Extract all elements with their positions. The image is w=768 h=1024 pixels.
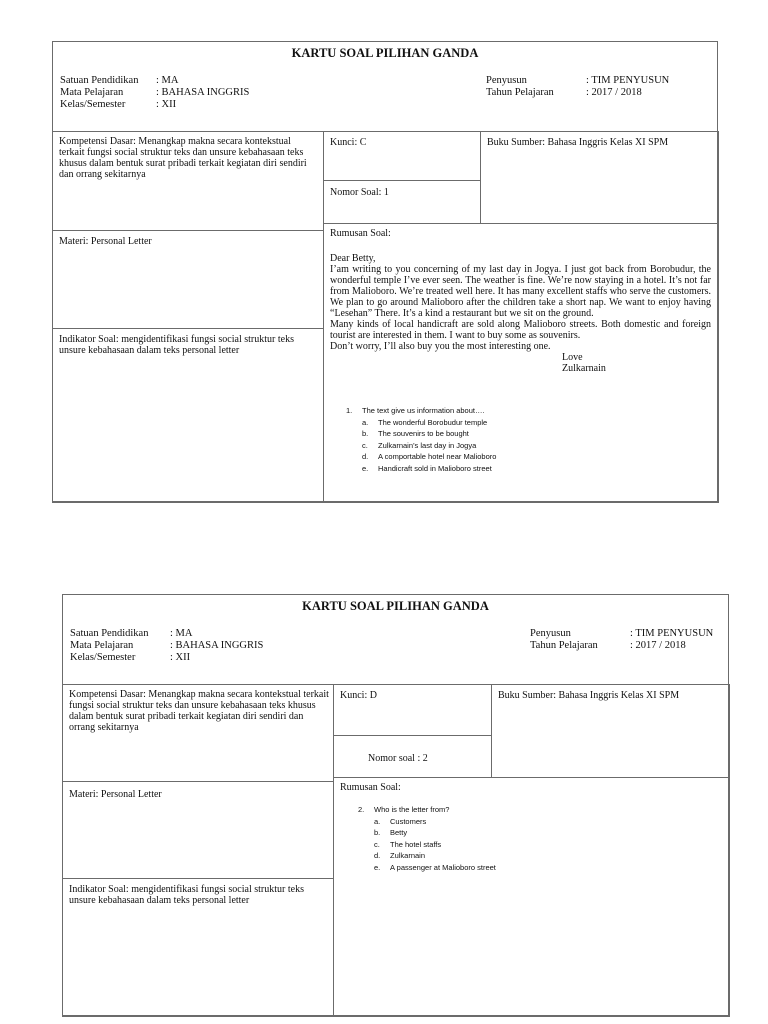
question-number: 1. [346, 406, 353, 415]
buku-text: Buku Sumber: Bahasa Inggris Kelas XI SPM [498, 690, 680, 701]
option-e [362, 463, 496, 475]
option-text: The hotel staffs [390, 839, 442, 849]
materi-cell [62, 781, 334, 879]
meta-row-satuan [70, 628, 263, 640]
option-letter: c. [374, 839, 380, 849]
option-d [362, 451, 496, 463]
nomor-text: Nomor Soal: 1 [330, 187, 389, 198]
option-letter: e. [362, 463, 369, 473]
option-text: Customers [390, 816, 427, 826]
option-text: A comportable hotel near Malioboro [378, 452, 497, 461]
option-b [362, 428, 496, 440]
meta-label: Tahun Pelajaran [486, 87, 554, 98]
meta-label: Mata Pelajaran [60, 87, 124, 98]
option-c [362, 440, 496, 452]
meta-label: Tahun Pelajaran [530, 640, 598, 651]
meta-row-satuan [60, 75, 249, 87]
option-a [362, 417, 496, 429]
question-number: 2. [358, 805, 365, 814]
meta-row-tahun [486, 87, 669, 99]
nomor-text: Nomor soal : 2 [368, 753, 428, 764]
question-text: The text give us information about…. [362, 406, 485, 415]
meta-row-mapel [60, 87, 249, 99]
meta-row-mapel [70, 640, 263, 652]
option-letter: d. [374, 851, 381, 860]
meta-label: Penyusun [486, 75, 527, 86]
indikator-cell [62, 878, 334, 1017]
nomor-cell [333, 735, 492, 778]
kompetensi-cell [62, 684, 334, 782]
answer-options [358, 816, 496, 874]
meta-value: : TIM PENYUSUN [586, 75, 670, 86]
option-letter: a. [362, 417, 369, 427]
question-block [358, 804, 496, 873]
meta-label: Mata Pelajaran [70, 640, 134, 651]
meta-value: : MA [156, 75, 179, 86]
option-text: Zulkarnain’s last day in Jogya [378, 440, 477, 450]
kunci-cell [323, 131, 481, 181]
answer-options [346, 417, 496, 475]
materi-text: Materi: Personal Letter [69, 789, 162, 800]
option-text: Zulkarnain [390, 851, 426, 860]
option-letter: d. [362, 452, 369, 461]
meta-value: : BAHASA INGGRIS [170, 640, 264, 651]
option-text: The souvenirs to be bought [378, 429, 469, 438]
meta-row-kelas [70, 652, 263, 664]
meta-label: Kelas/Semester [70, 652, 136, 663]
question-stem [358, 804, 496, 816]
letter-signature: Zulkarnain [562, 363, 606, 374]
option-text: Betty [390, 828, 408, 837]
letter-greeting: Dear Betty, [330, 253, 376, 264]
option-letter: b. [374, 828, 381, 837]
question-card-1 [52, 41, 718, 502]
option-text: Handicraft sold in Malioboro street [378, 463, 492, 473]
rumusan-label: Rumusan Soal: [340, 782, 401, 793]
meta-right [530, 628, 713, 652]
option-text: A passenger at Malioboro street [390, 862, 496, 872]
meta-left [70, 628, 263, 664]
nomor-cell [323, 180, 481, 224]
kompetensi-text: Kompetensi Dasar: Menangkap makna secara kontekstual terkait fungsi social struktur teks dan unsure kebahasaan teks khusus dalam bentuk surat pribadi terkait kegiatan diri sendiri dan orrang sekitarnya [69, 689, 329, 733]
rumusan-cell [323, 223, 719, 503]
meta-label: Kelas/Semester [60, 99, 126, 110]
kunci-text: Kunci: D [340, 690, 377, 701]
card-title: KARTU SOAL PILIHAN GANDA [302, 599, 489, 613]
meta-label: Penyusun [530, 628, 571, 639]
meta-row-tahun [530, 640, 713, 652]
materi-text: Materi: Personal Letter [59, 236, 152, 247]
meta-label: Satuan Pendidikan [70, 628, 149, 639]
meta-value: : 2017 / 2018 [630, 640, 686, 651]
option-c [374, 839, 496, 851]
option-letter: a. [374, 816, 381, 826]
meta-left [60, 75, 249, 111]
meta-value: : XII [156, 99, 177, 110]
option-text: The wonderful Borobudur temple [378, 417, 488, 427]
option-letter: b. [362, 429, 369, 438]
kunci-cell [333, 684, 492, 736]
rumusan-cell [333, 777, 730, 1017]
letter-closing: Love [562, 352, 583, 363]
option-e [374, 862, 496, 874]
meta-row-kelas [60, 99, 249, 111]
question-text: Who is the letter from? [374, 805, 450, 814]
indikator-text: Indikator Soal: mengidentifikasi fungsi social struktur teks unsure kebahasaan dalam teks personal letter [69, 884, 304, 906]
letter-text [330, 253, 711, 374]
indikator-cell [52, 328, 324, 503]
materi-cell [52, 230, 324, 329]
question-block [346, 405, 496, 474]
card-title: KARTU SOAL PILIHAN GANDA [291, 46, 479, 60]
option-letter: e. [374, 862, 381, 872]
meta-value: : XII [170, 652, 191, 663]
meta-right [486, 75, 669, 99]
option-a [374, 816, 496, 828]
letter-paragraph-3: Don’t worry, I’ll also buy you the most interesting one. [330, 341, 551, 352]
meta-label: Satuan Pendidikan [60, 75, 139, 86]
option-b [374, 827, 496, 839]
buku-cell [491, 684, 730, 778]
letter-paragraph-1: I’am writing to you concerning of my last day in Jogya. I just got back from Borobudur, the wonderful temple I’ve ever seen. The weather is fine. We’re now staying in a hotel. It’s not far from Malioboro. We’re treated well here. It has many excellent staffs who serve the customers. We plan to go around Malioboro after the children take a short nap. We want to enjoy having “Lesehan” There. It’s a kind a restaurant but we sit on the ground. [330, 264, 711, 319]
kompetensi-cell [52, 131, 324, 231]
kunci-text: Kunci: C [330, 137, 367, 148]
question-card-2 [62, 594, 729, 1016]
meta-row-penyusun [486, 75, 669, 87]
meta-row-penyusun [530, 628, 713, 640]
option-d [374, 850, 496, 862]
letter-paragraph-2: Many kinds of local handicraft are sold along Malioboro streets. Both domestic and foreign tourist are interested in them. I want to buy some as souvenirs. [330, 319, 711, 341]
question-stem [346, 405, 496, 417]
meta-value: : BAHASA INGGRIS [156, 87, 250, 98]
meta-value: : 2017 / 2018 [586, 87, 642, 98]
indikator-text: Indikator Soal: mengidentifikasi fungsi social struktur teks unsure kebahasaan dalam teks personal letter [59, 334, 294, 356]
option-letter: c. [362, 440, 368, 450]
buku-cell [480, 131, 719, 224]
meta-value: : TIM PENYUSUN [630, 628, 714, 639]
meta-value: : MA [170, 628, 193, 639]
rumusan-label: Rumusan Soal: [330, 228, 391, 239]
buku-text: Buku Sumber: Bahasa Inggris Kelas XI SPM [487, 137, 669, 148]
kompetensi-text: Kompetensi Dasar: Menangkap makna secara kontekstual terkait fungsi social struktur teks dan unsure kebahasaan teks khusus dalam bentuk surat pribadi terkait kegiatan diri sendiri dan orrang sekitarnya [59, 136, 307, 180]
